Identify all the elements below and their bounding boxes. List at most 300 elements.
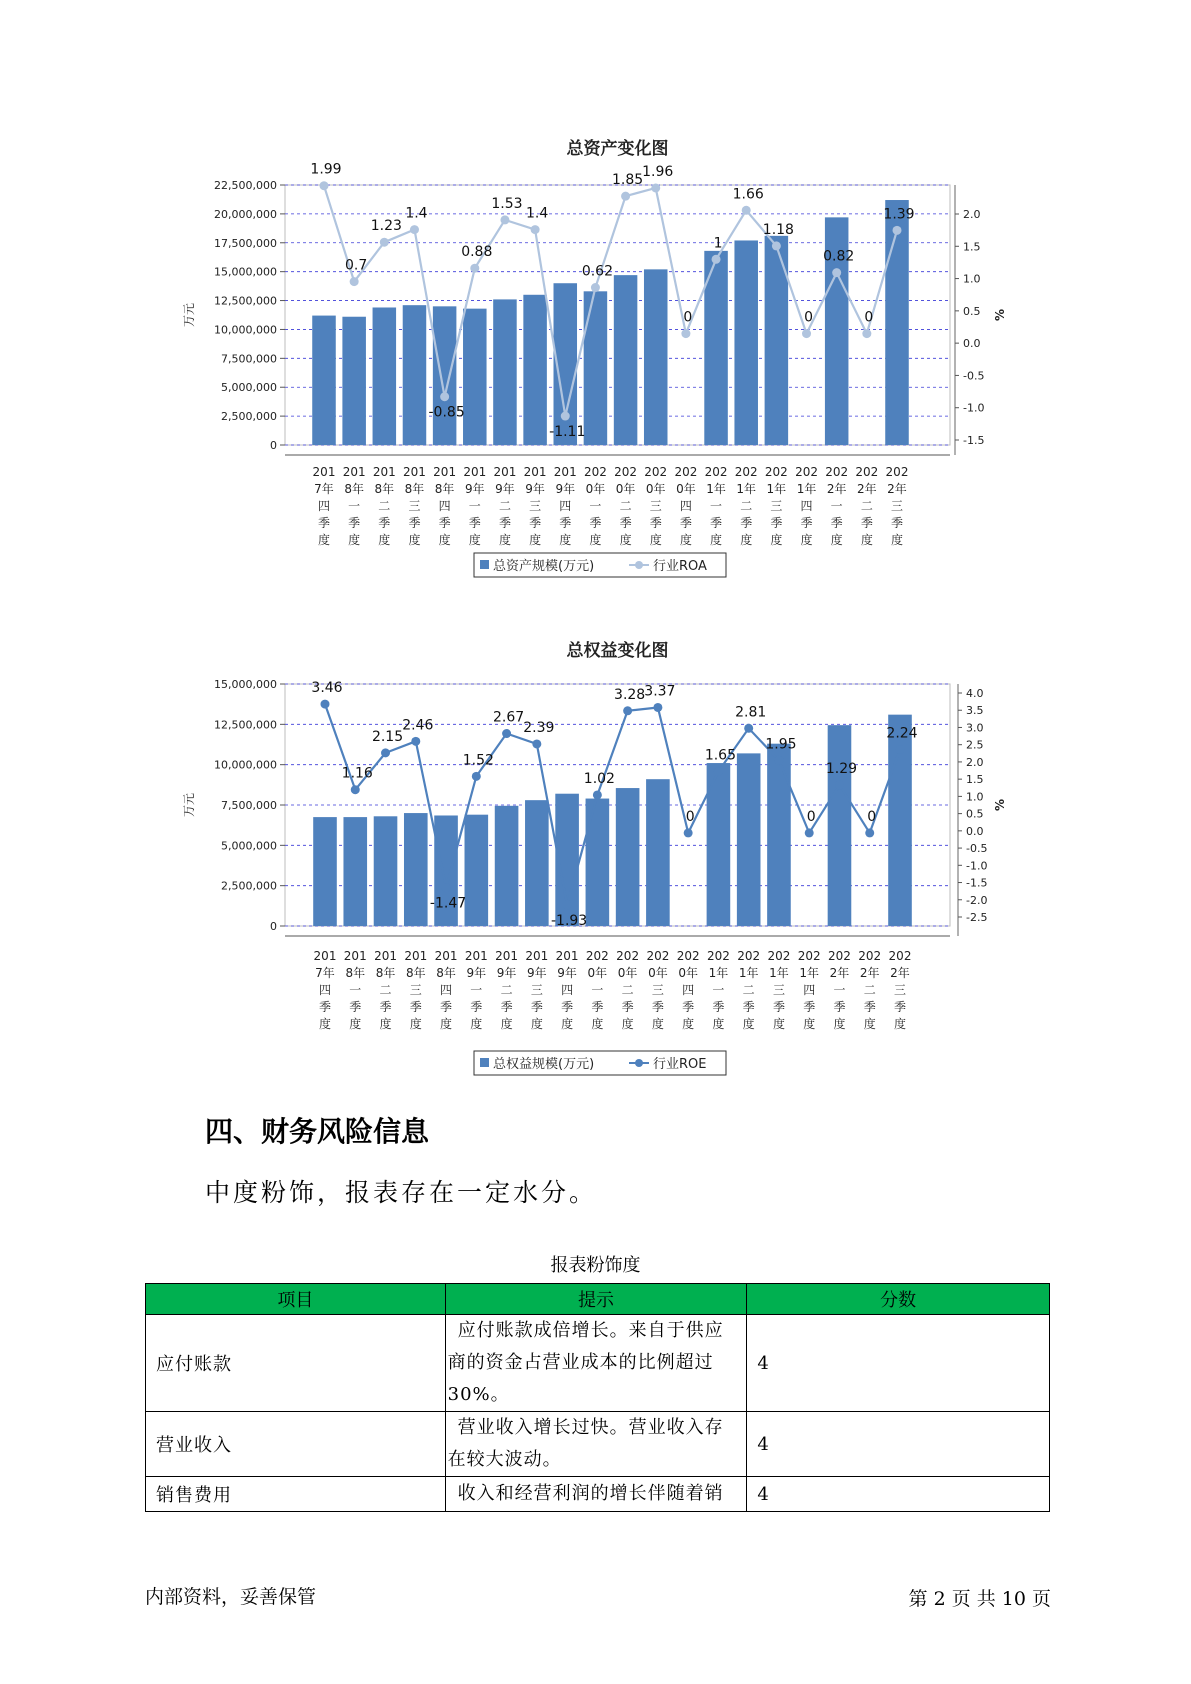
y2-tick-label: 2.0 [966,755,984,769]
x-tick-label-part: 8年 [344,482,364,496]
x-tick-label-part: 季 [348,516,361,530]
x-tick-label-part: 三 [772,983,785,997]
x-tick-label [403,465,426,547]
data-label: 1.16 [341,765,373,782]
y-tick-label: 17,500,000 [214,236,277,250]
x-tick-label-part: 202 [583,465,607,479]
x-tick-label-part: 季 [317,516,331,530]
data-label: 1.4 [525,205,549,222]
line-point [896,745,905,754]
x-tick-label-part: 季 [830,516,843,530]
line-point [651,183,660,192]
y2-tick-label: -1.0 [966,859,988,873]
x-tick-label-part: 度 [589,533,602,547]
y-tick-label: 12,500,000 [214,294,277,308]
line-point [893,226,902,235]
x-tick-label-part: 9年 [525,482,545,496]
x-tick-label-part: 7年 [314,482,334,496]
row-score: 4 [747,1477,1050,1512]
x-tick-label-part: 0年 [617,966,638,980]
x-tick-label-part: 四 [800,499,813,513]
bar [342,317,366,445]
x-tick-label-part: 1年 [796,482,817,496]
x-tick-label-part: 三 [409,983,422,997]
x-tick-label-part: 202 [737,949,761,963]
row-hint: 收入和经营利润的增长伴随着销 [445,1477,747,1512]
x-tick-label [825,465,848,547]
legend [474,553,726,577]
x-tick-label-part: 度 [863,1017,876,1031]
x-tick-label-part: 度 [440,1017,453,1031]
line-point [350,277,359,286]
x-tick-label-part: 一 [830,499,843,513]
x-tick-label [737,949,760,1031]
x-tick-label-part: 度 [860,533,873,547]
x-tick-label-part: 1年 [738,966,759,980]
total-assets-chart [0,130,1191,590]
x-tick-label-part: 201 [553,465,577,479]
x-tick-label [677,949,700,1031]
x-tick-label-part: 一 [591,983,604,997]
x-tick-label-part: 四 [318,983,332,997]
data-label: 1.66 [732,186,764,203]
x-tick-label-part: 201 [525,949,549,963]
y2-tick-label: 0.5 [963,304,981,318]
x-tick-label-part: 二 [863,983,876,997]
data-label: 1.39 [883,206,915,223]
x-tick-label-part: 季 [591,1000,604,1014]
x-tick-label-part: 四 [438,499,451,513]
data-label: 1.4 [405,205,428,222]
x-tick-label-part: 季 [742,1000,755,1014]
y2-tick-label: -0.5 [963,369,985,383]
x-tick-label-part: 季 [740,516,753,530]
bar [312,316,336,445]
bar [525,800,549,926]
data-label: 1.65 [704,747,737,764]
x-tick-label-part: 度 [833,1017,846,1031]
x-tick-label-part: 二 [378,499,391,513]
bar [885,200,909,445]
x-tick-label [858,949,881,1031]
x-tick-label [313,465,336,547]
x-tick-label-part: 三 [651,983,664,997]
data-label: 2.39 [523,719,555,736]
x-tick-label-part: 202 [764,465,788,479]
x-tick-label-part: 202 [676,949,700,963]
x-tick-label-part: 9年 [495,482,515,496]
x-tick-label-part: 度 [498,533,511,547]
data-label: 0 [867,808,877,825]
table-row [146,1477,1050,1512]
y-tick-label: 7,500,000 [221,799,277,812]
line-point [744,724,753,733]
line-point [862,329,871,338]
bar [343,817,367,926]
x-tick-label-part: 季 [772,1000,785,1014]
x-tick-label-part: 9年 [466,966,487,980]
x-tick-label-part: 四 [559,499,572,513]
bar [737,753,761,926]
footer-confidential-note: 内部资料，妥善保管 [145,1586,317,1608]
x-tick-label-part: 8年 [404,482,425,496]
y2-tick-label: 3.0 [966,721,984,735]
line-point [532,739,541,748]
data-label: 1.95 [765,736,797,753]
line-point [381,748,390,757]
data-label: 0 [683,309,693,326]
table-header-row [146,1284,1050,1315]
legend-bar-swatch [480,560,489,569]
bar [584,291,608,445]
y2-tick-label: 1.5 [966,773,984,787]
line-point [502,729,511,738]
data-label: 3.46 [311,680,343,697]
x-tick-label-part: 201 [464,949,488,963]
x-tick-label-part: 季 [770,516,783,530]
window-dressing-table [145,1283,1050,1512]
x-tick-label-part: 201 [342,465,366,479]
x-tick-label-part: 度 [378,533,391,547]
x-tick-label-part: 二 [860,499,873,513]
x-tick-label-part: 二 [621,983,634,997]
legend-bar-label: 总权益规模(万元) [493,1057,595,1072]
x-tick-label-part: 8年 [434,482,455,496]
x-tick-label-part: 202 [888,949,912,963]
x-tick-label-part: 202 [795,465,818,479]
y-axis-label: 万元 [182,302,196,328]
x-tick-label-part: 度 [500,1017,513,1031]
x-tick-label-part: 季 [468,516,481,530]
table-row [146,1412,1050,1477]
y-tick-label: 10,000,000 [214,758,277,772]
x-tick-label [493,465,516,547]
line-point [684,828,693,837]
table-row [146,1315,1050,1412]
x-tick-label-part: 季 [470,1000,483,1014]
x-tick-label [404,949,427,1031]
data-label: 0.62 [581,263,614,280]
x-tick-label-part: 2年 [857,482,877,496]
x-tick-label-part: 2年 [826,482,847,496]
data-label: 3.37 [644,683,676,700]
data-label: 1.52 [462,752,494,769]
y-tick-label: 15,000,000 [214,678,277,691]
line-point [591,283,600,292]
data-label: 1.85 [611,172,644,189]
y-tick-label: 0 [270,920,277,933]
x-tick-label-part: 季 [863,1000,876,1014]
line-point [805,828,814,837]
line-point [681,329,690,338]
x-tick-label-part: 202 [767,949,791,963]
y-tick-label: 12,500,000 [214,718,277,732]
line-point [865,828,874,837]
x-tick-label-part: 度 [800,533,813,547]
line-point [500,215,509,224]
x-tick-label-part: 一 [349,983,362,997]
x-tick-label-part: 度 [742,1017,755,1031]
x-tick-label [707,949,730,1031]
data-label: 1.53 [491,195,523,212]
data-label: -1.47 [429,895,467,912]
x-tick-label [828,949,851,1031]
line-point [440,392,449,401]
x-tick-label-part: 四 [803,983,816,997]
row-score: 4 [747,1412,1050,1477]
x-tick-label-part: 201 [313,949,337,963]
x-tick-label-part: 季 [408,516,421,530]
bar [493,299,517,445]
data-label: 1.96 [642,163,674,180]
x-tick-label-part: 0年 [585,482,606,496]
x-tick-label-part: 2年 [829,966,850,980]
x-tick-label-part: 三 [770,499,783,513]
legend-bar-swatch [480,1058,489,1067]
bar [374,816,398,926]
line-point [321,700,330,709]
y2-tick-label: 2.0 [963,208,981,221]
y2-tick-label: 3.5 [966,704,984,718]
x-tick-label-part: 季 [803,1000,816,1014]
x-tick-label-part: 8年 [375,966,396,980]
x-tick-label-part: 度 [561,1017,574,1031]
x-tick-label-part: 201 [495,949,519,963]
line-point [411,737,420,746]
row-hint: 营业收入增长过快。营业收入存在较大波动。 [445,1412,747,1477]
x-tick-label-part: 1年 [769,966,789,980]
legend-line-marker [635,561,643,569]
x-tick-label-part: 度 [649,533,662,547]
header-score: 分数 [747,1284,1050,1315]
x-tick-label-part: 一 [710,499,723,513]
y2-tick-label: -1.5 [966,876,988,890]
x-tick-label [889,949,912,1031]
data-label: 0.82 [823,248,855,265]
x-tick-label-part: 7年 [315,966,335,980]
x-tick-label-part: 度 [712,1017,725,1031]
y2-axis-label: % [993,798,1007,812]
x-tick-label-part: 1年 [766,482,787,496]
x-tick-label-part: 季 [561,1000,574,1014]
x-tick-label-part: 9年 [555,482,576,496]
x-tick-label-part: 2年 [859,966,880,980]
x-tick-label-part: 度 [318,1017,332,1031]
row-hint: 应付账款成倍增长。来自于供应商的资金占营业成本的比例超过30%。 [445,1315,747,1412]
x-tick-label-part: 201 [404,949,428,963]
line-point [653,703,662,712]
x-tick-label [584,465,607,547]
x-tick-label-part: 0年 [648,966,668,980]
data-label: 0 [864,309,874,326]
x-tick-label-part: 度 [348,533,361,547]
x-tick-label [525,949,548,1031]
x-tick-label [674,465,697,547]
x-tick-label-part: 201 [434,949,458,963]
x-tick-label-part: 度 [803,1017,816,1031]
x-tick-label [616,949,639,1031]
data-label: 2.46 [402,717,434,734]
x-tick-label-part: 度 [408,533,421,547]
table-caption: 报表粉饰度 [550,1255,641,1276]
x-tick-label [435,949,458,1031]
x-tick-label-part: 一 [712,983,725,997]
data-label: -1.93 [550,912,588,929]
data-label: 2.67 [492,709,525,726]
x-tick-label-part: 二 [500,983,513,997]
x-tick-label-part: 季 [498,516,511,530]
data-label: 1 [713,235,723,252]
x-tick-label [705,465,728,547]
y-tick-label: 15,000,000 [214,265,277,279]
data-label: -1.11 [549,424,586,441]
total-equity-chart [0,630,1191,1090]
x-tick-label-part: 201 [493,465,517,479]
y2-tick-label: 0.0 [966,824,984,838]
x-tick-label-part: 0年 [645,482,666,496]
y-tick-label: 5,000,000 [221,839,277,853]
x-tick-label-part: 季 [619,516,632,530]
x-tick-label [433,465,456,547]
x-tick-label-part: 季 [529,516,542,530]
x-tick-label-part: 度 [559,533,572,547]
x-tick-label-part: 季 [440,1000,453,1014]
x-tick-label-part: 度 [470,1017,483,1031]
line-point [712,255,721,264]
x-tick-label-part: 202 [585,949,609,963]
x-tick-label-part: 度 [379,1017,392,1031]
x-tick-label-part: 一 [468,499,481,513]
bar [523,295,547,445]
y2-tick-label: 1.5 [963,240,981,254]
x-tick-label-part: 季 [378,516,391,530]
x-tick-label-part: 202 [855,465,879,479]
x-tick-label [735,465,758,547]
x-tick-label-part: 度 [317,533,331,547]
chart-title: 总权益变化图 [566,641,669,661]
section-title: 四、财务风险信息 [205,1115,430,1148]
x-tick-label-part: 度 [890,533,904,547]
y-tick-label: 2,500,000 [221,410,277,424]
x-tick-label-part: 三 [529,499,542,513]
x-tick-label-part: 9年 [557,966,577,980]
x-tick-label [855,465,878,547]
line-point [320,181,329,190]
x-tick-label [586,949,609,1031]
data-label: 0 [685,808,695,825]
x-tick-label-part: 季 [710,516,723,530]
y2-tick-label: 1.0 [966,790,984,804]
line-point [531,225,540,234]
bar [734,240,758,445]
x-tick-label-part: 一 [348,499,361,513]
legend-line-marker [635,1059,643,1067]
line-point [832,268,841,277]
total-assets-chart-svg [0,130,1191,590]
x-tick-label-part: 度 [619,533,632,547]
x-tick-label-part: 202 [797,949,821,963]
x-tick-label [524,465,547,547]
bar [404,813,428,926]
section-summary: 中度粉饰，报表存在一定水分。 [205,1178,598,1207]
x-tick-label [614,465,637,547]
x-tick-label [556,949,579,1031]
data-label: 1.18 [762,221,794,238]
x-tick-label-part: 季 [500,1000,513,1014]
x-tick-label-part: 2年 [890,966,910,980]
x-tick-label-part: 202 [644,465,668,479]
x-tick-label [374,949,397,1031]
data-label: 0.88 [461,244,493,261]
x-tick-label-part: 1年 [706,482,726,496]
x-tick-label-part: 0年 [678,966,698,980]
x-tick-label [644,465,667,547]
row-item: 应付账款 [146,1315,446,1412]
y-tick-label: 0 [270,439,277,452]
x-tick-label-part: 度 [740,533,753,547]
legend-line-label: 行业ROA [653,559,707,574]
data-label: 1.23 [370,218,402,235]
header-item: 项目 [146,1284,446,1315]
data-label: 3.28 [614,686,646,703]
data-label: 2.81 [735,704,767,721]
y2-tick-label: -2.0 [966,893,988,907]
x-tick-label-part: 季 [349,1000,362,1014]
line-point [410,225,419,234]
y2-tick-label: -1.5 [963,434,985,447]
x-tick-label-part: 季 [712,1000,725,1014]
y-axis-label: 万元 [182,792,196,818]
y2-tick-label: -0.5 [966,842,988,856]
x-tick-label-part: 四 [317,499,331,513]
x-tick-label-part: 1年 [799,966,820,980]
x-tick-label [343,465,366,547]
line-point [563,900,572,909]
line-point [772,241,781,250]
bar [646,779,670,926]
x-tick-label-part: 8年 [436,966,456,980]
x-tick-label-part: 季 [621,1000,634,1014]
row-item: 销售费用 [146,1477,446,1512]
x-tick-label-part: 8年 [374,482,395,496]
bar [403,305,427,445]
x-tick-label-part: 202 [614,465,638,479]
x-tick-label-part: 季 [379,1000,392,1014]
x-tick-label-part: 8年 [405,966,426,980]
x-tick-label-part: 季 [559,516,572,530]
x-tick-label-part: 201 [523,465,547,479]
x-tick-label-part: 8年 [345,966,366,980]
x-tick-label-part: 二 [742,983,755,997]
x-tick-label-part: 度 [438,533,451,547]
line-point [835,780,844,789]
bar [373,307,397,445]
x-tick-label-part: 季 [890,516,904,530]
x-tick-label-part: 2年 [887,482,907,496]
x-tick-label-part: 一 [833,983,846,997]
x-tick-label-part: 度 [679,533,692,547]
x-tick-label-part: 三 [649,499,662,513]
bar [313,817,337,926]
x-tick-label-part: 0年 [676,482,696,496]
legend-bar-label: 总资产规模(万元) [493,559,595,574]
x-tick-label-part: 一 [589,499,602,513]
x-tick-label-part: 202 [706,949,730,963]
row-item: 营业收入 [146,1412,446,1477]
line-point [621,192,630,201]
x-tick-label-part: 季 [679,516,692,530]
x-tick-label-part: 一 [470,983,483,997]
